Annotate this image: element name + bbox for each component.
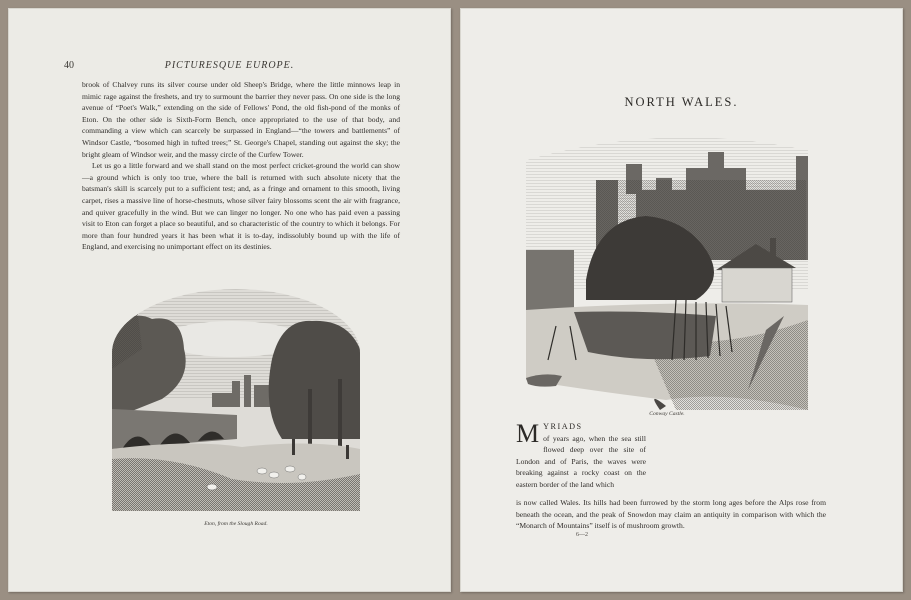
intro-paragraph — [516, 421, 826, 491]
body-text — [82, 79, 400, 253]
illustration-caption: Conway Castle. — [649, 411, 685, 417]
paragraph: Let us go a little forward and we shall stand on the most perfect cricket-ground the world can show—a ground which is only too true, where the ball is returned with such absolute nicety that the batsman's skill is scarcely put to a sufficient test; and, as a fringe and ornament to this smooth, living carpet, rises a massive line of horse-chestnuts, whose silver fairy blossoms scent the air with fragrance, and quiver gracefully in the wind. But we can linger no longer. No one who has paid even a passing visit to Eton can forget a place so beautiful, and so characteristic of the country to which it belongs. For more than four hundred years it has been what it is to-day, indissolubly bound up with the life of England, and exercising no unimportant effect on its destinies. — [82, 161, 400, 252]
illustration-caption: Eton, from the Slough Road. — [204, 521, 268, 527]
intro-smallcaps: YRIADS — [543, 422, 583, 431]
page-number: 40 — [64, 60, 74, 71]
conway-castle-engraving — [526, 120, 808, 410]
eton-engraving — [112, 289, 360, 511]
chapter-title: NORTH WALES. — [624, 95, 739, 109]
running-title: PICTURESQUE EUROPE. — [164, 60, 295, 71]
intro-continuation: is now called Wales. Its hills had been furrowed by the storm long ages before the Alps rose from beneath the ocean, and the peak of Snowdon may claim an antiquity in comparison with which the “Monarch of Mountains” itself is of mushroom growth. — [516, 498, 826, 531]
left-page — [8, 8, 451, 592]
right-page — [460, 8, 903, 592]
running-head — [64, 60, 395, 74]
signature-mark: 6—2 — [576, 532, 588, 538]
intro-text: of years ago, when the sea still flowed deep over the site of London and of Paris, the waves were breaking against a rocky coast on the eastern border of the land which — [516, 433, 646, 489]
paragraph: brook of Chalvey runs its silver course under old Sheep's Bridge, where the little minnows leap in mimic rage against the freshets, and try to surmount the barrier they never pass. On one side is the long avenue of “Poet's Walk,” extending on the side of Fellows' Pond, the old fish-pond of the monks of Eton. On the other side is Sixth-Form Bench, once appropriated to the use of that body, and commanding a view which can scarcely be surpassed in England—“the towers and battlements” of Windsor Castle, “bosomed high in tufted trees;” St. George's Chapel, standing out against the sky; the bright gleam of Windsor weir, and the massy circle of the Curfew Tower. — [82, 80, 400, 159]
drop-cap: M — [516, 419, 540, 448]
